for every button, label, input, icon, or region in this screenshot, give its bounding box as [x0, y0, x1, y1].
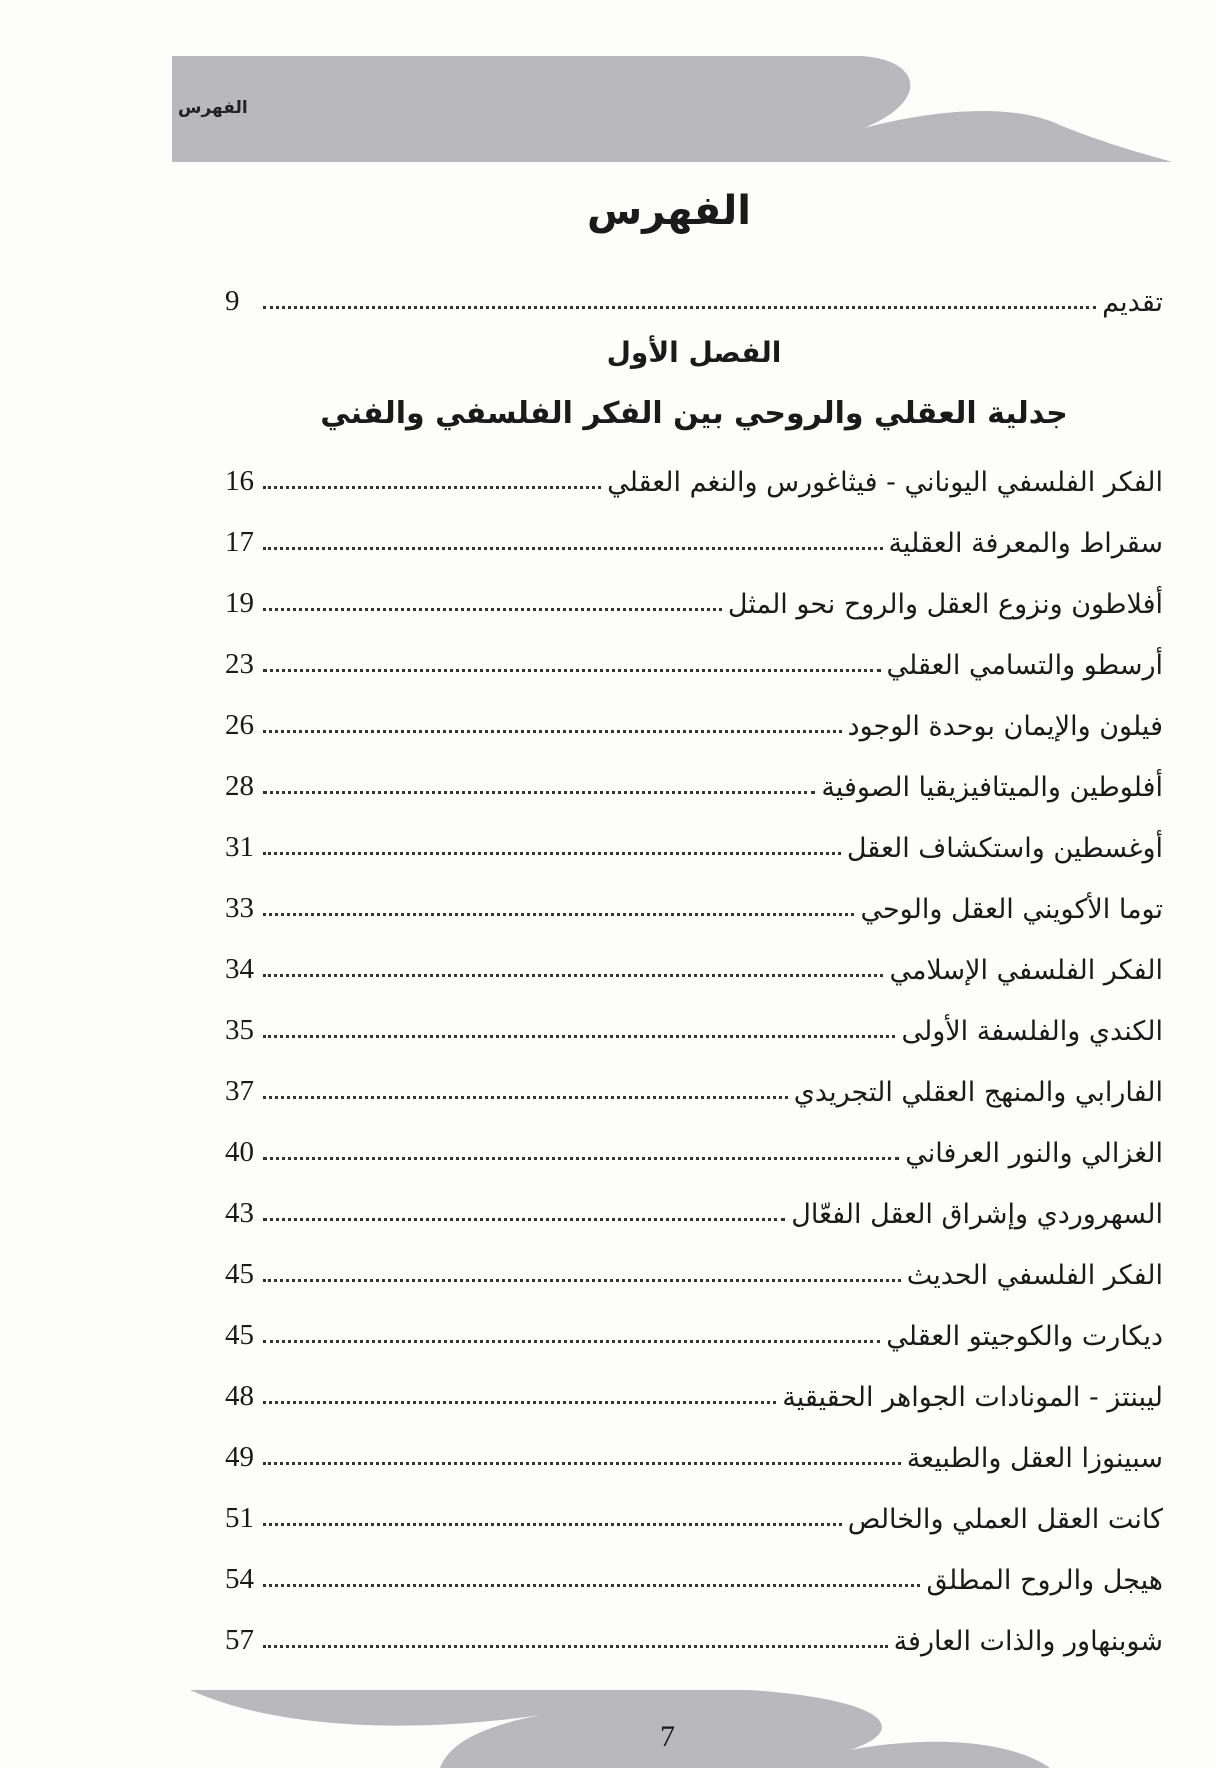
entry-page: 26: [225, 709, 254, 741]
entry-page: 34: [225, 953, 254, 985]
entry-label: تقديم: [1102, 287, 1163, 318]
dot-leader: [263, 1218, 785, 1221]
dot-leader: [263, 1096, 788, 1099]
entry-label: أفلوطين والميتافيزيقيا الصوفية: [821, 772, 1163, 803]
toc-entry[interactable]: [225, 1068, 1163, 1108]
entry-page: 57: [225, 1624, 254, 1656]
dot-leader: [263, 1462, 901, 1465]
dot-leader: [263, 1401, 776, 1404]
toc-entry[interactable]: [225, 580, 1163, 620]
dot-leader: [263, 306, 1096, 309]
dot-leader: [263, 1645, 888, 1648]
toc-entry[interactable]: [225, 1007, 1163, 1047]
dot-leader: [263, 1157, 899, 1160]
dot-leader: [263, 791, 815, 794]
entry-label: الفكر الفلسفي الحديث: [906, 1260, 1163, 1291]
entry-label: سقراط والمعرفة العقلية: [888, 528, 1163, 559]
entry-page: 31: [225, 831, 254, 863]
entry-page: 49: [225, 1441, 254, 1473]
dot-leader: [263, 1340, 880, 1343]
toc-entry[interactable]: [225, 1373, 1163, 1413]
dot-leader: [263, 547, 883, 550]
entry-page: 28: [225, 770, 254, 802]
dot-leader: [263, 669, 881, 672]
toc-entry[interactable]: [225, 1556, 1163, 1596]
entry-page: 23: [225, 648, 254, 680]
toc-entry[interactable]: [225, 641, 1163, 681]
toc-entry-intro[interactable]: [225, 278, 1163, 318]
toc-entry[interactable]: [225, 1190, 1163, 1230]
dot-leader: [263, 730, 842, 733]
entry-page: 37: [225, 1075, 254, 1107]
dot-leader: [263, 1523, 842, 1526]
entry-label: السهروردي وإشراق العقل الفعّال: [791, 1199, 1163, 1230]
toc-entry[interactable]: [225, 519, 1163, 559]
entry-label: أرسطو والتسامي العقلي: [886, 650, 1163, 681]
toc-entry[interactable]: [225, 763, 1163, 803]
toc-entry[interactable]: [225, 824, 1163, 864]
entry-page: 19: [225, 587, 254, 619]
dot-leader: [263, 1584, 920, 1587]
toc-entry[interactable]: [225, 885, 1163, 925]
dot-leader: [263, 974, 883, 977]
dot-leader: [263, 913, 854, 916]
entry-page: 16: [225, 465, 254, 497]
entry-label: أفلاطون ونزوع العقل والروح نحو المثل: [727, 589, 1163, 620]
entry-label: فيلون والإيمان بوحدة الوجود: [847, 711, 1163, 742]
table-of-contents: [225, 0, 1163, 1700]
toc-entry[interactable]: [225, 1495, 1163, 1535]
entry-label: الفكر الفلسفي الإسلامي: [889, 955, 1163, 986]
entry-page: 54: [225, 1563, 254, 1595]
toc-entry[interactable]: [225, 1251, 1163, 1291]
entry-label: الفارابي والمنهج العقلي التجريدي: [793, 1077, 1163, 1108]
entry-page: 35: [225, 1014, 254, 1046]
dot-leader: [263, 608, 722, 611]
running-header: الفهرس: [178, 98, 248, 118]
entry-page: 51: [225, 1502, 254, 1534]
entry-label: توما الأكويني العقل والوحي: [860, 894, 1163, 925]
dot-leader: [263, 852, 841, 855]
toc-entry[interactable]: [225, 1129, 1163, 1169]
toc-entry[interactable]: [225, 1312, 1163, 1352]
entry-page: 48: [225, 1380, 254, 1412]
entry-label: الغزالي والنور العرفاني: [905, 1138, 1163, 1169]
entry-page: 45: [225, 1258, 254, 1290]
entry-label: كانت العقل العملي والخالص: [847, 1504, 1163, 1535]
dot-leader: [263, 486, 601, 489]
entry-page: 40: [225, 1136, 254, 1168]
entry-label: الكندي والفلسفة الأولى: [901, 1016, 1163, 1047]
entry-label: الفكر الفلسفي اليوناني - فيثاغورس والنغم العقلي: [607, 467, 1163, 498]
toc-entry[interactable]: [225, 1617, 1163, 1657]
toc-entry[interactable]: [225, 702, 1163, 742]
page-number: 7: [660, 1720, 675, 1753]
entry-label: شوبنهاور والذات العارفة: [893, 1626, 1163, 1657]
entry-page: 17: [225, 526, 254, 558]
toc-entry[interactable]: [225, 946, 1163, 986]
entry-page: 33: [225, 892, 254, 924]
entry-label: ليبنتز - المونادات الجواهر الحقيقية: [782, 1382, 1163, 1413]
toc-entry[interactable]: [225, 1434, 1163, 1474]
page-title: الفهرس: [586, 188, 751, 234]
entry-page: 9: [225, 285, 240, 317]
dot-leader: [263, 1279, 901, 1282]
entry-label: هيجل والروح المطلق: [926, 1565, 1163, 1596]
entry-label: سبينوزا العقل والطبيعة: [906, 1443, 1163, 1474]
entry-page: 45: [225, 1319, 254, 1351]
entry-label: ديكارت والكوجيتو العقلي: [886, 1321, 1163, 1352]
chapter-subtitle: جدلية العقلي والروحي بين الفكر الفلسفي والفني: [320, 396, 1068, 431]
entry-page: 43: [225, 1197, 254, 1229]
entry-label: أوغسطين واستكشاف العقل: [846, 833, 1163, 864]
toc-entry[interactable]: [225, 458, 1163, 498]
chapter-label: الفصل الأول: [606, 336, 782, 369]
dot-leader: [263, 1035, 895, 1038]
